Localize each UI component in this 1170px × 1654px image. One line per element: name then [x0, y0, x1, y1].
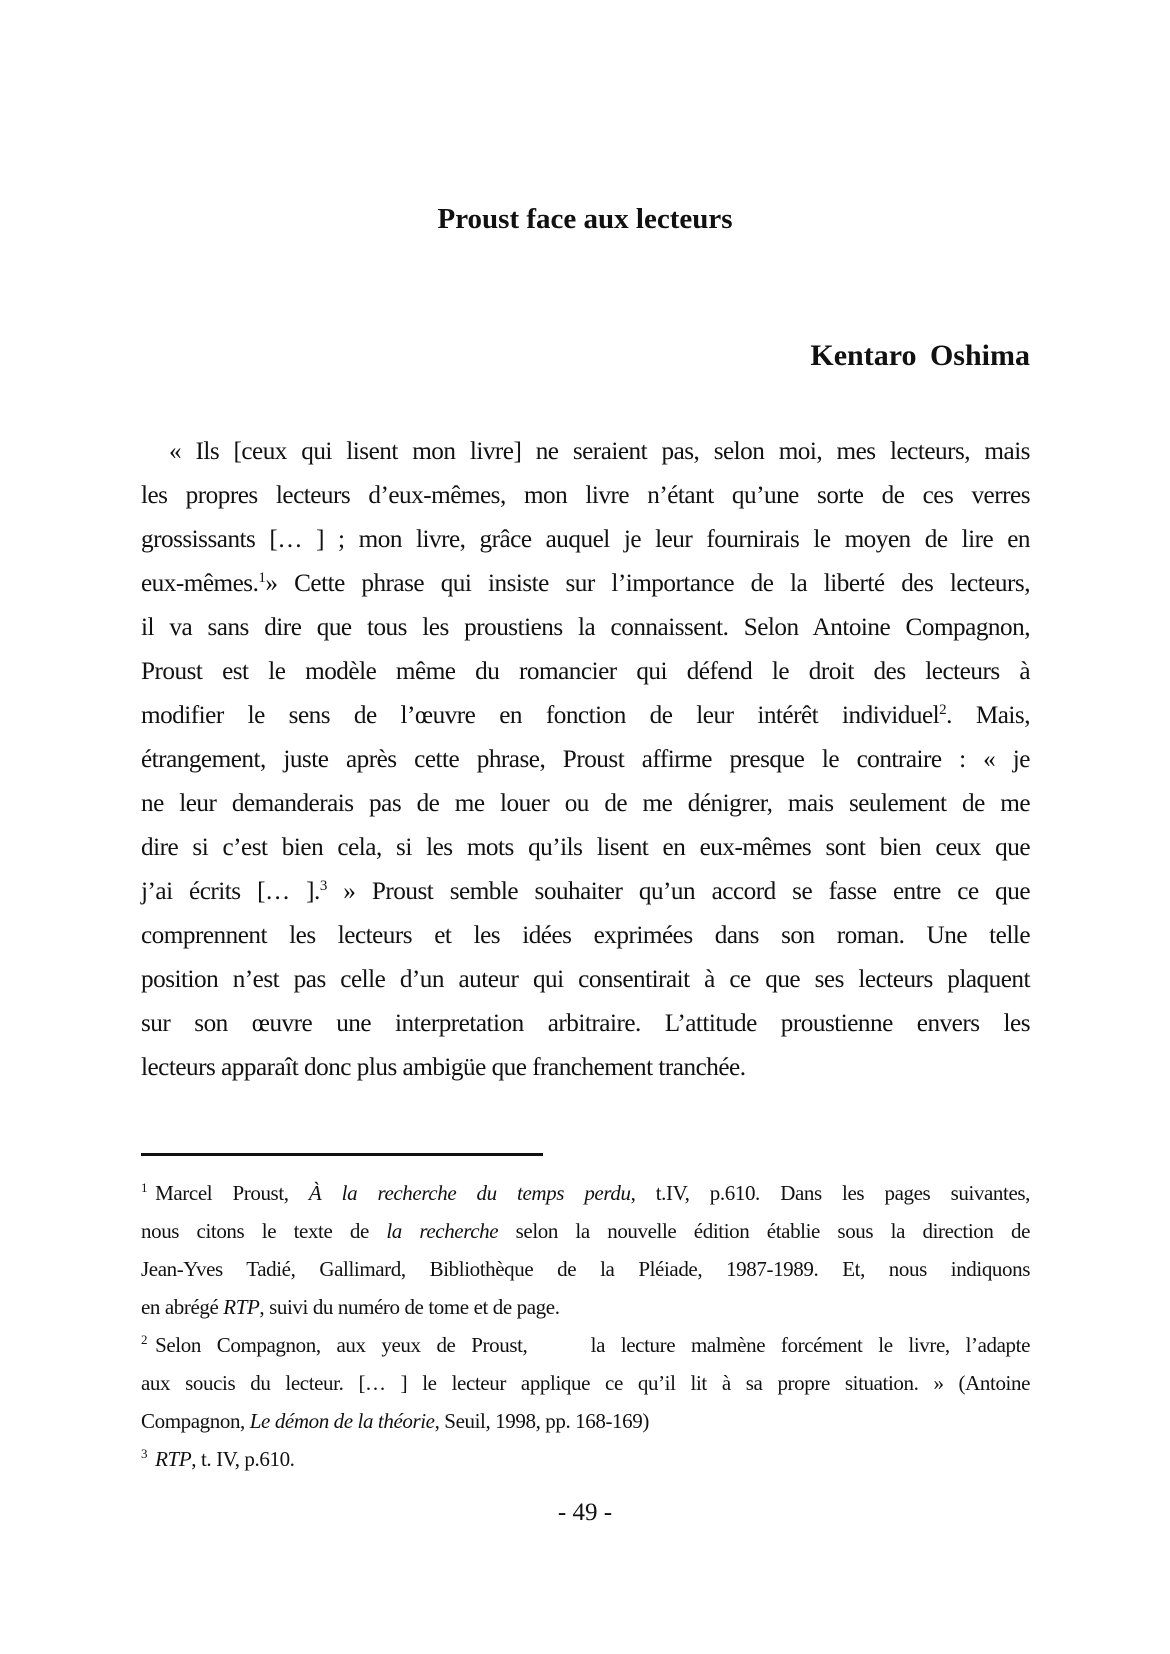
body-line: « Ils [ceux qui lisent mon livre] ne seraient pas, selon moi, mes lecteurs, mais — [169, 438, 1030, 465]
footnote-3-line — [141, 1440, 1030, 1478]
body-line: lecteurs apparaît donc plus ambigüe que franchement tranchée. — [141, 1054, 746, 1081]
footnote-text: selon la nouvelle édition établie sous la direction de — [498, 1219, 1030, 1243]
footnote-text: , suivi du numéro de tome et de page. — [259, 1295, 560, 1319]
book-title: Le démon de la théorie — [249, 1409, 435, 1433]
body-line: sur son œuvre une interpretation arbitraire. L’attitude proustienne envers les — [141, 1010, 1030, 1037]
body-line: grossissants [… ] ; mon livre, grâce auquel je leur fournirais le moyen de lire en — [141, 526, 1030, 553]
footnote-text: Compagnon, — [141, 1409, 250, 1433]
footnote-number: 1 — [141, 1180, 148, 1195]
body-line: ne leur demanderais pas de me louer ou de me dénigrer, mais seulement de me — [141, 790, 1030, 817]
footnote-ref-1[interactable]: 1 — [258, 570, 266, 586]
footnote-1-line — [141, 1212, 1030, 1250]
body-paragraph — [141, 430, 1030, 1090]
footnote-number: 2 — [141, 1332, 148, 1347]
footnote-number: 3 — [141, 1446, 148, 1461]
footnote-2-line — [141, 1326, 1030, 1364]
body-text: eux-mêmes. — [141, 570, 259, 597]
body-line — [141, 870, 1030, 914]
body-text: j’ai écrits [… ]. — [141, 878, 320, 905]
footnote-2-line: aux soucis du lecteur. [… ] le lecteur applique ce qu’il lit à sa propre situation. » (Antoine — [141, 1371, 1030, 1395]
body-line — [141, 694, 1030, 738]
footnote-text: Marcel Proust, — [155, 1181, 309, 1205]
footnote-text: , t. IV, p.610. — [191, 1447, 295, 1471]
footnote-2-line — [141, 1402, 1030, 1440]
book-title: la recherche — [386, 1219, 499, 1243]
body-line: dire si c’est bien cela, si les mots qu’ils lisent en eux-mêmes sont bien ceux que — [141, 834, 1030, 861]
footnote-ref-3[interactable]: 3 — [319, 878, 327, 894]
page-number: - 49 - — [557, 1499, 613, 1526]
footnote-separator — [141, 1153, 543, 1156]
book-title: À la recherche du temps perdu — [308, 1181, 631, 1205]
article-title: Proust face aux lecteurs — [437, 203, 733, 235]
footnote-text: , t.IV, p.610. Dans les pages suivantes, — [630, 1181, 1030, 1205]
body-text: . Mais, — [946, 702, 1030, 729]
footnote-text: nous citons le texte de — [141, 1219, 387, 1243]
body-line: position n’est pas celle d’un auteur qui consentirait à ce que ses lecteurs plaquent — [141, 966, 1030, 993]
body-line: comprennent les lecteurs et les idées exprimées dans son roman. Une telle — [141, 922, 1030, 949]
body-text: modifier le sens de l’œuvre en fonction de leur intérêt individuel — [141, 702, 940, 729]
body-line: les propres lecteurs d’eux-mêmes, mon livre n’étant qu’une sorte de ces verres — [141, 482, 1030, 509]
body-line: il va sans dire que tous les proustiens la connaissent. Selon Antoine Compagnon, — [141, 614, 1030, 641]
body-line: Proust est le modèle même du romancier qui défend le droit des lecteurs à — [141, 658, 1030, 685]
footnote-text: en abrégé — [141, 1295, 224, 1319]
footnote-1-line — [141, 1288, 1030, 1326]
footnote-ref-2[interactable]: 2 — [939, 702, 947, 718]
footnote-text: , Seuil, 1998, pp. 168-169) — [434, 1409, 649, 1433]
abbreviation: RTP — [155, 1447, 192, 1471]
body-line — [141, 562, 1030, 606]
footnotes — [141, 1174, 1030, 1478]
footnote-text: Selon Compagnon, aux yeux de Proust, la lecture malmène forcément le livre, l’adapte — [155, 1333, 1030, 1357]
footnote-1-line: Jean-Yves Tadié, Gallimard, Bibliothèque de la Pléiade, 1987-1989. Et, nous indiquons — [141, 1257, 1030, 1281]
body-text: » Proust semble souhaiter qu’un accord se fasse entre ce que — [326, 878, 1030, 905]
body-line: étrangement, juste après cette phrase, Proust affirme presque le contraire : « je — [141, 746, 1030, 773]
author-name: Kentaro Oshima — [810, 339, 1030, 372]
body-text: » Cette phrase qui insiste sur l’importance de la liberté des lecteurs, — [265, 570, 1030, 597]
footnote-1-line — [141, 1174, 1030, 1212]
abbreviation: RTP — [223, 1295, 260, 1319]
